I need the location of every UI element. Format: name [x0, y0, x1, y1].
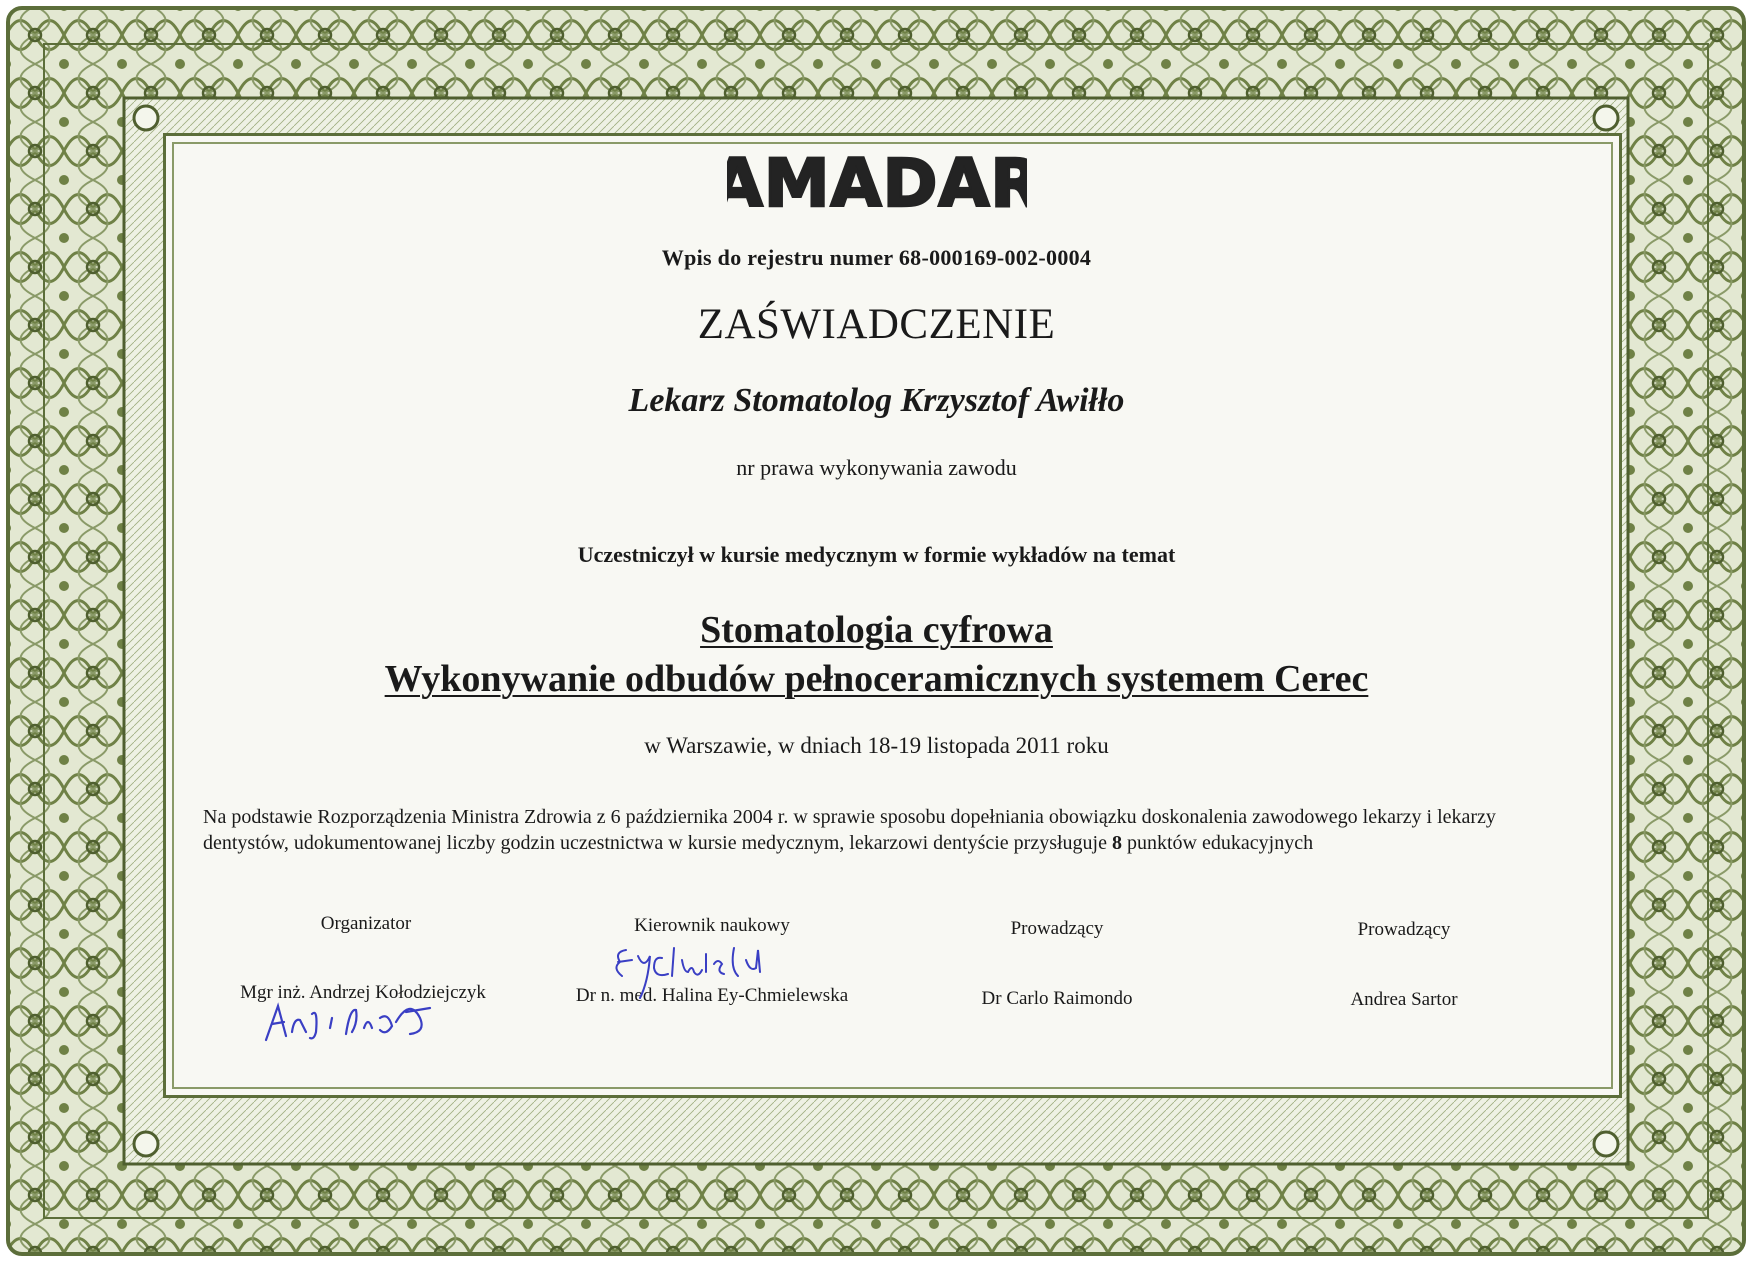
course-topic-line2	[0, 657, 1753, 701]
signatory-role-lecturer-2: Prowadzący	[1357, 919, 1451, 940]
amadar-logo	[0, 142, 1753, 222]
signatory-name-lecturer-1: Dr Carlo Raimondo	[981, 988, 1133, 1009]
course-topic-line2-text: Wykonywanie odbudów pełnoceramicznych systemem Cerec	[384, 658, 1369, 700]
certificate-title: ZAŚWIADCZENIE	[697, 301, 1056, 348]
participation-statement: Uczestniczył w kursie medycznym w formie wykładów na temat	[577, 542, 1176, 567]
registry-number: Wpis do rejestru numer 68-000169-002-0004	[661, 245, 1092, 270]
license-label: nr prawa wykonywania zawodu	[736, 455, 1017, 480]
signatory-name-lecturer-2: Andrea Sartor	[1350, 989, 1458, 1010]
svg-text:AMADAR: AMADAR	[726, 145, 1027, 222]
signature-organizer	[260, 988, 440, 1046]
legal-basis-paragraph	[203, 804, 1553, 856]
place-and-date: w Warszawie, w dniach 18-19 listopada 2011 roku	[644, 733, 1109, 758]
education-points: 8	[1112, 832, 1122, 854]
signatory-name-scientific-director: Dr n. med. Halina Ey-Chmielewska	[575, 985, 849, 1006]
legal-text-after: punktów edukacyjnych	[1122, 832, 1314, 854]
recipient-name: Lekarz Stomatolog Krzysztof Awiłło	[628, 382, 1125, 419]
signature-scientific-director	[610, 942, 800, 1004]
signatory-role-lecturer-1: Prowadzący	[1010, 918, 1104, 939]
signatory-role-scientific-director: Kierownik naukowy	[634, 915, 790, 936]
signatory-name-organizer: Mgr inż. Andrzej Kołodziejczyk	[240, 982, 486, 1003]
course-topic-line1-text: Stomatologia cyfrowa	[700, 609, 1053, 651]
signatory-role-organizer: Organizator	[320, 913, 412, 934]
legal-text-before: Na podstawie Rozporządzenia Ministra Zdrowia z 6 października 2004 r. w sprawie sposobu dopełniania obowiązku doskonalenia zawodowego lekarzy i lekarzy dentystów, udokumentowanej liczby godzin uczestnictwa w kursie medycznym, lekarzowi dentyście przysługuje	[203, 806, 1496, 854]
course-topic-line1	[0, 608, 1753, 652]
